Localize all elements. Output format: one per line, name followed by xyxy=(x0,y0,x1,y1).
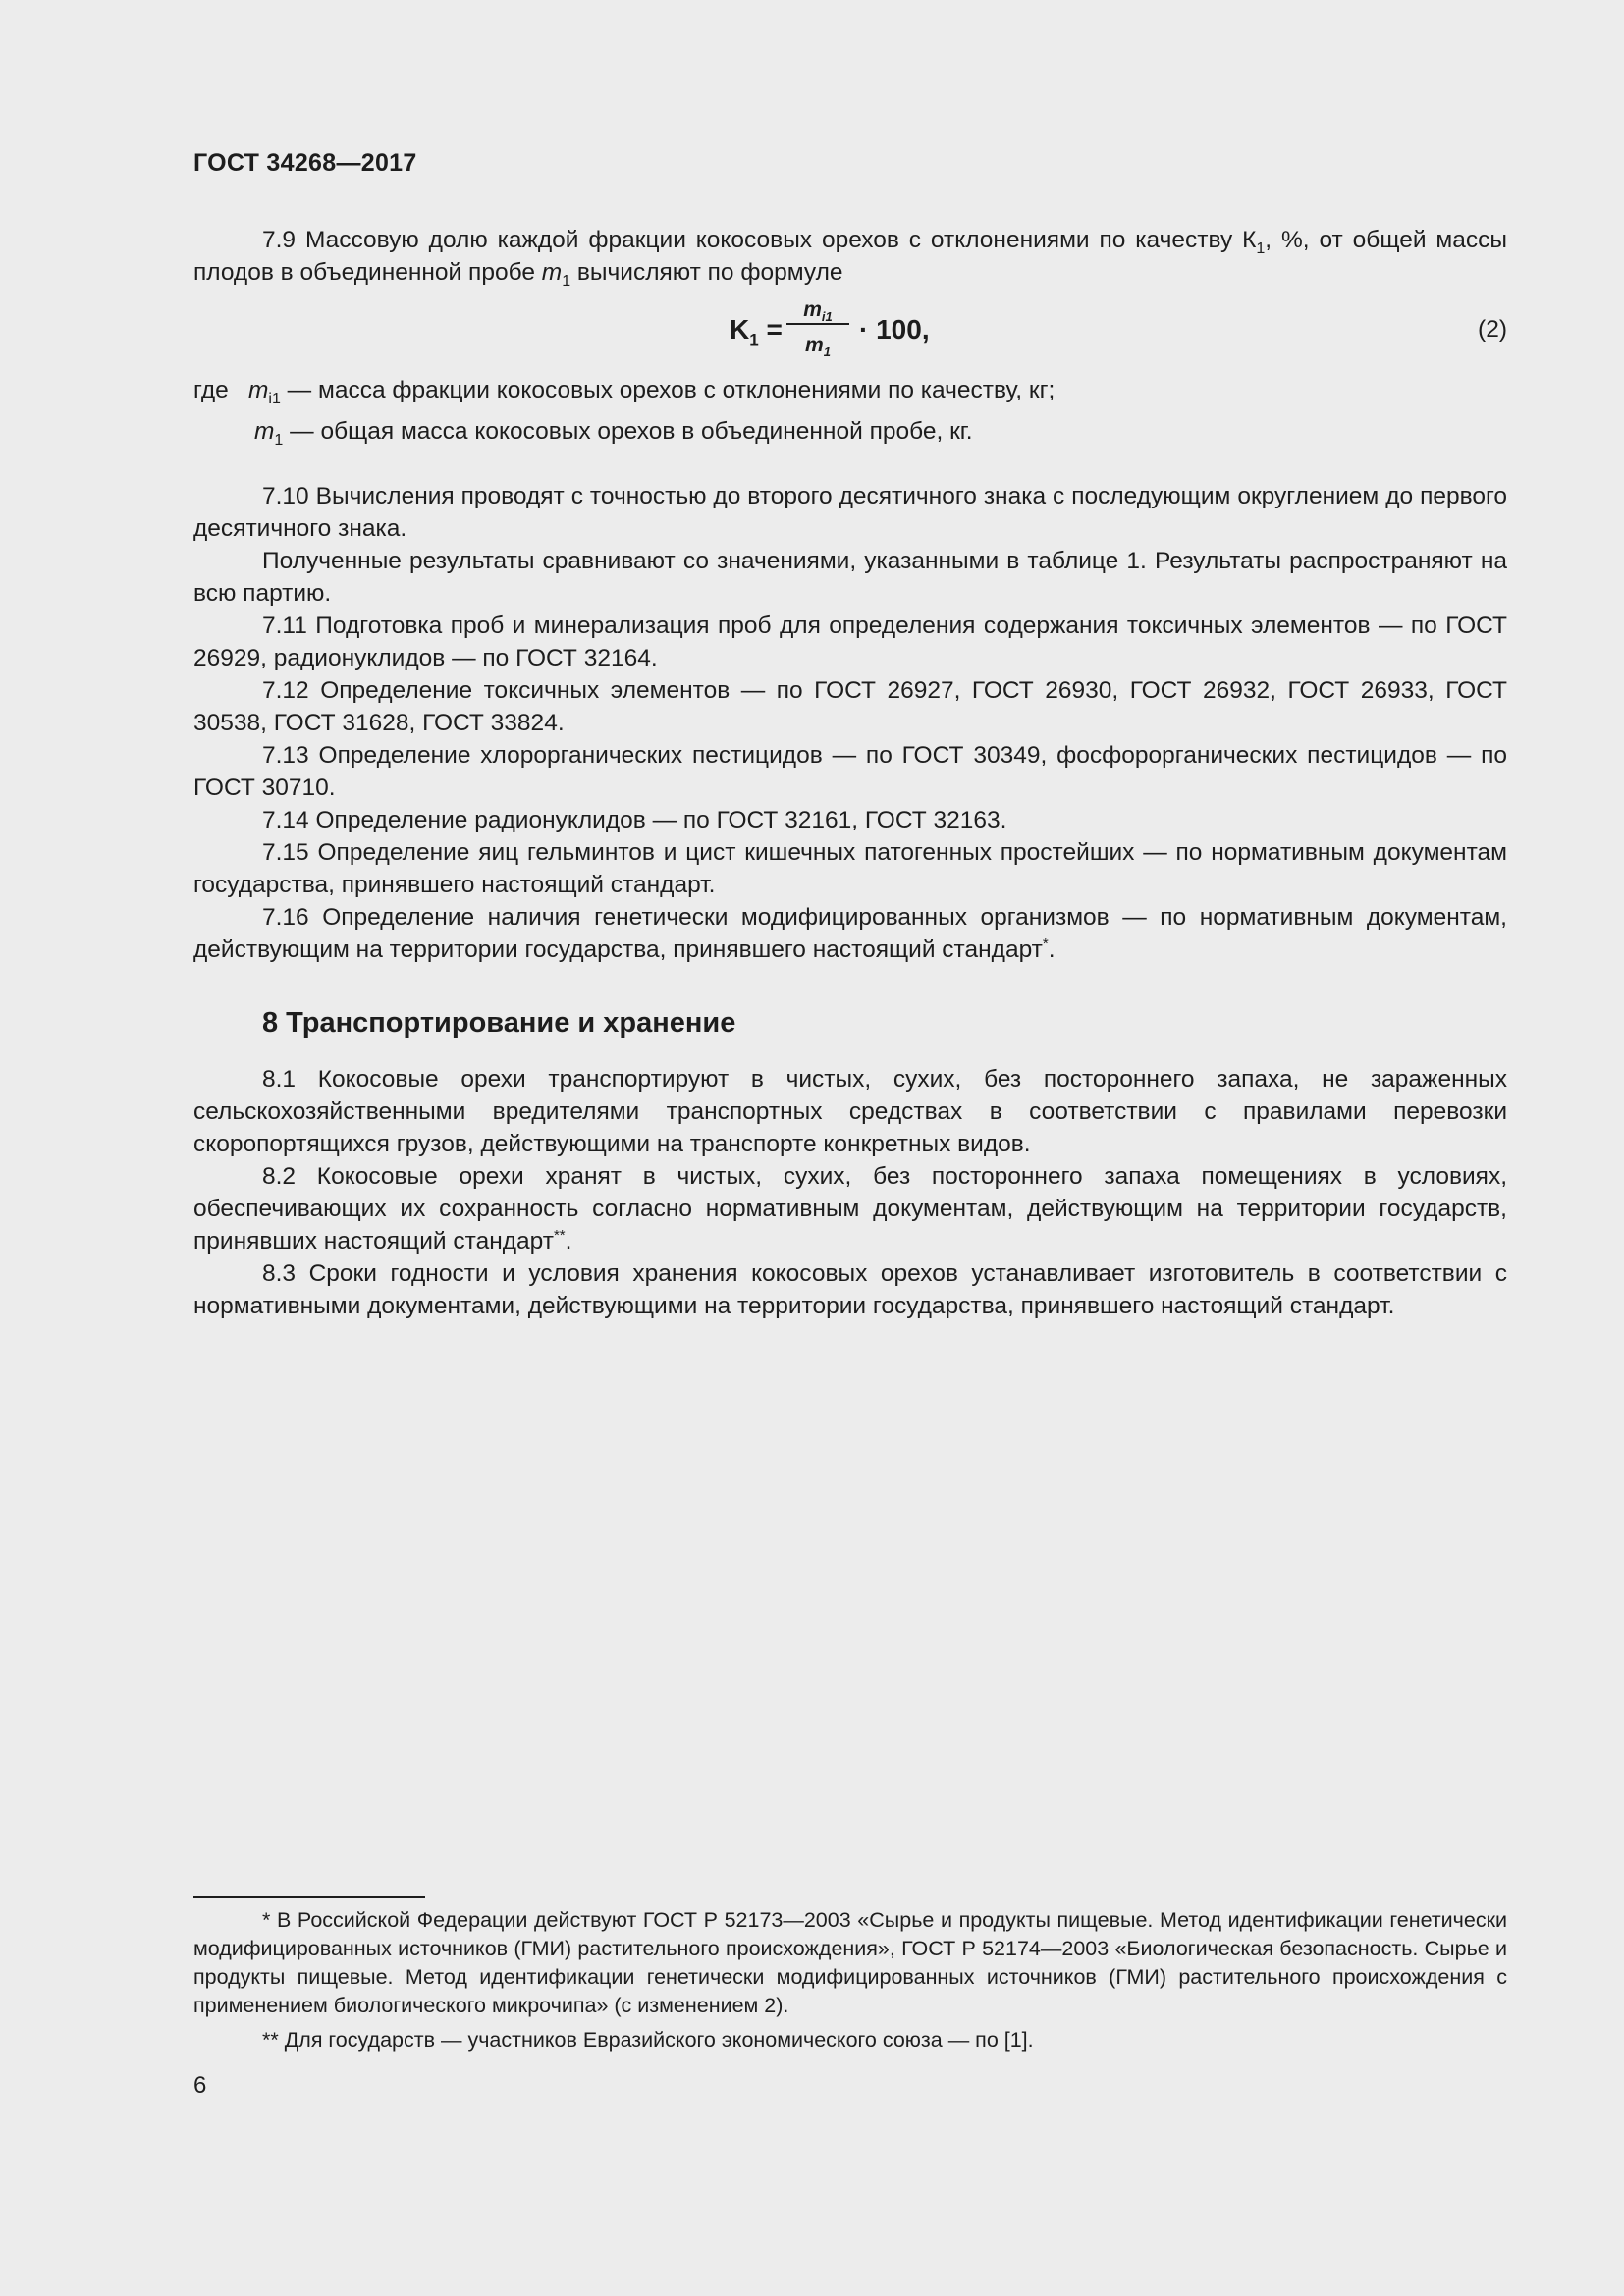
paragraph-8-1: 8.1 Кокосовые орехи транспортируют в чистых, сухих, без постороннего запаха, не зараженных сельскохозяйственными вредителями транспортных средствах в соответствии с правилами перевозки скоропортящихся грузов, действующими на транспорте конкретных видов. xyxy=(193,1065,1507,1157)
footnote-ref-2: ** xyxy=(553,1226,566,1244)
document-header: ГОСТ 34268—2017 xyxy=(193,149,417,177)
section-8-title: 8 Транспортирование и хранение xyxy=(262,1006,736,1039)
paragraph-7-11: 7.11 Подготовка проб и минерализация проб для определения содержания токсичных элементов — по ГОСТ 26929, радионуклидов — по ГОСТ 32164. xyxy=(193,612,1507,671)
formula-numerator: $m_{i1}$ xyxy=(803,298,833,325)
where-item-1: где $m_{i1}$ — масса фракции кокосовых орехов с отклонениями по качеству, кг; xyxy=(193,377,1056,407)
footnote-2: ** Для государств — участников Евразийского экономического союза — по [1]. xyxy=(262,2028,1034,2052)
equation-number: (2) xyxy=(1478,316,1507,343)
paragraph-8-3: 8.3 Сроки годности и условия хранения кокосовых орехов устанавливает изготовитель в соответствии с нормативными документами, действующими на территории государства, принявшего настоящий стандарт. xyxy=(193,1259,1507,1319)
fraction-bar xyxy=(786,323,849,325)
where-item-2: $m_1$ — общая масса кокосовых орехов в объединенной пробе, кг. xyxy=(254,417,973,449)
paragraph-7-15: 7.15 Определение яиц гельминтов и цист кишечных патогенных простейших — по нормативным документам государства, принявшего настоящий стандарт. xyxy=(193,838,1507,898)
footnotes xyxy=(193,1906,1507,2055)
formula-fraction xyxy=(786,294,849,360)
paragraph-7-16: 7.16 Определение наличия генетически модифицированных организмов — по нормативным документам, действующим на территории государства, принявшего настоящий стандарт*. xyxy=(193,903,1507,963)
paragraph-8-2: 8.2 Кокосовые орехи хранят в чистых, сухих, без постороннего запаха помещениях в условиях, обеспечивающих их сохранность согласно нормативным документам, действующим на территории государств, принявших настоящий стандарт**. xyxy=(193,1162,1507,1255)
paragraph-7-14: 7.14 Определение радионуклидов — по ГОСТ 32161, ГОСТ 32163. xyxy=(262,806,1007,833)
paragraph-7-12: 7.12 Определение токсичных элементов — по ГОСТ 26927, ГОСТ 26930, ГОСТ 26932, ГОСТ 26933, ГОСТ 30538, ГОСТ 31628, ГОСТ 33824. xyxy=(193,676,1507,736)
paragraph-7-9: 7.9 Массовую долю каждой фракции кокосовых орехов с отклонениями по качеству $К_1$, %, от общей массы плодов в объединенной пробе $m_1$ вычисляют по формуле xyxy=(193,227,1507,290)
paragraph-7-10: 7.10 Вычисления проводят с точностью до второго десятичного знака с последующим округлением до первого десятичного знака. xyxy=(193,482,1507,542)
footnote-1: * В Российской Федерации действуют ГОСТ Р 52173—2003 «Сырье и продукты пищевые. Метод идентификации генетически модифицированных источников (ГМИ) растительного происхождения», ГОСТ Р 52174—2003 «Биологическая безопасность. Сырье и продукты пищевые. Метод идентификации генетически модифицированных источников (ГМИ) растительного происхождения с применением биологического микрочипа» (с изменением 2). xyxy=(193,1908,1507,2017)
where-block xyxy=(193,374,1507,456)
formula-rhs: · 100, xyxy=(859,314,930,345)
formula-lhs: $K_1$ = xyxy=(730,314,783,349)
paragraph-results: Полученные результаты сравнивают со значениями, указанными в таблице 1. Результаты распространяют на всю партию. xyxy=(193,547,1507,607)
page-number: 6 xyxy=(193,2072,207,2099)
footnote-ref-1: * xyxy=(1042,934,1049,952)
formula-denominator: $m_1$ xyxy=(805,334,831,360)
main-content xyxy=(193,224,1507,1322)
paragraph-7-13: 7.13 Определение хлорорганических пестицидов — по ГОСТ 30349, фосфорорганических пестицидов — по ГОСТ 30710. xyxy=(193,741,1507,801)
formula-row xyxy=(193,290,1507,374)
footnote-divider xyxy=(193,1896,425,1898)
